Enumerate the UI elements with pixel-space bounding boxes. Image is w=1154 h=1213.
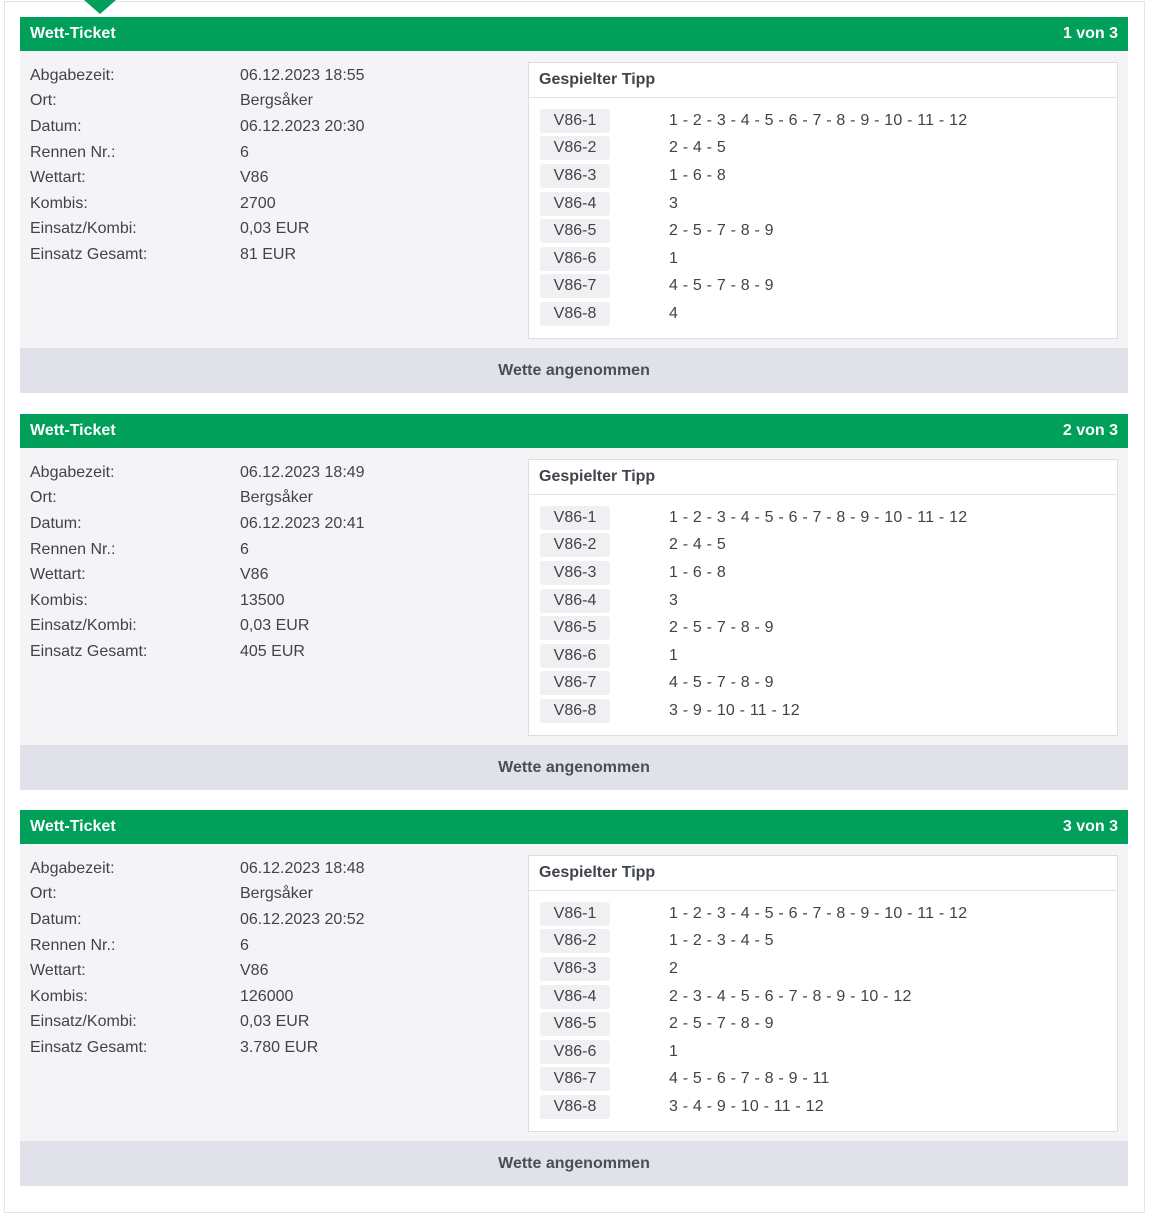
played-tip-rows xyxy=(529,891,1117,1121)
race-badge: V86-3 xyxy=(540,164,610,188)
detail-label: Datum: xyxy=(30,117,82,135)
tip-row xyxy=(529,217,1117,245)
tip-row xyxy=(529,245,1117,273)
race-badge: V86-8 xyxy=(540,302,610,326)
race-badge: V86-4 xyxy=(540,985,610,1009)
detail-value: 6 xyxy=(240,540,249,558)
detail-label: Einsatz/Kombi: xyxy=(30,1013,137,1031)
detail-value: 06.12.2023 18:49 xyxy=(240,463,365,481)
race-picks: 4 - 5 - 7 - 8 - 9 xyxy=(669,674,774,692)
detail-label: Datum: xyxy=(30,910,82,928)
race-picks: 3 xyxy=(669,591,679,609)
bet-ticket xyxy=(20,810,1128,1186)
played-tip-box xyxy=(528,62,1118,339)
tip-row xyxy=(529,273,1117,301)
detail-value: Bergsåker xyxy=(240,885,313,903)
detail-label: Einsatz Gesamt: xyxy=(30,245,148,263)
ticket-header xyxy=(20,414,1128,448)
detail-label: Wettart: xyxy=(30,962,86,980)
detail-label: Einsatz/Kombi: xyxy=(30,220,137,238)
detail-row xyxy=(30,588,365,614)
race-picks: 4 xyxy=(669,304,679,322)
race-picks: 4 - 5 - 7 - 8 - 9 xyxy=(669,277,774,295)
detail-label: Abgabezeit: xyxy=(30,66,115,84)
detail-row xyxy=(30,63,365,89)
detail-value: 81 EUR xyxy=(240,245,297,263)
detail-label: Ort: xyxy=(30,489,57,507)
tip-row xyxy=(529,1038,1117,1066)
race-badge: V86-1 xyxy=(540,506,610,530)
detail-row xyxy=(30,140,365,166)
tip-row xyxy=(529,1093,1117,1121)
tip-row xyxy=(529,1010,1117,1038)
race-picks: 1 xyxy=(669,1042,679,1060)
detail-row xyxy=(30,511,365,537)
bet-ticket xyxy=(20,414,1128,790)
race-picks: 1 xyxy=(669,646,679,664)
ticket-title: Wett-Ticket xyxy=(30,422,116,439)
detail-row xyxy=(30,1010,365,1036)
detail-row xyxy=(30,933,365,959)
tip-row xyxy=(529,504,1117,532)
tip-row xyxy=(529,900,1117,928)
race-picks: 1 - 2 - 3 - 4 - 5 - 6 - 7 - 8 - 9 - 10 - 11 - 12 xyxy=(669,111,968,129)
race-badge: V86-1 xyxy=(540,902,610,926)
tip-row xyxy=(529,559,1117,587)
race-picks: 2 - 5 - 7 - 8 - 9 xyxy=(669,222,774,240)
ticket-details xyxy=(30,856,365,1061)
tip-row xyxy=(529,928,1117,956)
detail-value: V86 xyxy=(240,962,269,980)
detail-row xyxy=(30,486,365,512)
played-tip-rows xyxy=(529,495,1117,725)
detail-label: Abgabezeit: xyxy=(30,859,115,877)
detail-row xyxy=(30,242,365,268)
detail-row xyxy=(30,882,365,908)
tip-row xyxy=(529,614,1117,642)
detail-label: Rennen Nr.: xyxy=(30,936,116,954)
tip-row xyxy=(529,587,1117,615)
played-tip-title: Gespielter Tipp xyxy=(529,63,1117,98)
race-picks: 3 xyxy=(669,194,679,212)
ticket-details xyxy=(30,63,365,268)
detail-value: 6 xyxy=(240,143,249,161)
detail-value: 06.12.2023 20:41 xyxy=(240,514,365,532)
race-badge: V86-6 xyxy=(540,644,610,668)
detail-value: Bergsåker xyxy=(240,92,313,110)
race-badge: V86-4 xyxy=(540,192,610,216)
detail-value: 3.780 EUR xyxy=(240,1038,319,1056)
detail-value: 126000 xyxy=(240,987,294,1005)
race-badge: V86-5 xyxy=(540,616,610,640)
detail-row xyxy=(30,89,365,115)
race-picks: 2 - 3 - 4 - 5 - 6 - 7 - 8 - 9 - 10 - 12 xyxy=(669,987,912,1005)
race-picks: 1 - 2 - 3 - 4 - 5 - 6 - 7 - 8 - 9 - 10 - 11 - 12 xyxy=(669,904,968,922)
tip-row xyxy=(529,190,1117,218)
ticket-counter: 2 von 3 xyxy=(1062,422,1118,439)
race-picks: 3 - 4 - 9 - 10 - 11 - 12 xyxy=(669,1097,824,1115)
race-badge: V86-7 xyxy=(540,671,610,695)
tip-row xyxy=(529,300,1117,328)
bet-status-bar: Wette angenommen xyxy=(20,348,1128,393)
race-badge: V86-3 xyxy=(540,561,610,585)
played-tip-box xyxy=(528,855,1118,1132)
race-badge: V86-8 xyxy=(540,699,610,723)
detail-value: 06.12.2023 18:55 xyxy=(240,66,365,84)
detail-value: 06.12.2023 20:52 xyxy=(240,910,365,928)
detail-label: Rennen Nr.: xyxy=(30,143,116,161)
detail-label: Datum: xyxy=(30,514,82,532)
race-badge: V86-2 xyxy=(540,929,610,953)
detail-value: 06.12.2023 20:30 xyxy=(240,117,365,135)
detail-row xyxy=(30,907,365,933)
detail-label: Kombis: xyxy=(30,591,88,609)
race-picks: 1 - 6 - 8 xyxy=(669,563,726,581)
detail-label: Kombis: xyxy=(30,987,88,1005)
race-badge: V86-2 xyxy=(540,533,610,557)
detail-row xyxy=(30,537,365,563)
caret-pointer-icon xyxy=(84,0,116,14)
race-badge: V86-4 xyxy=(540,589,610,613)
detail-row xyxy=(30,562,365,588)
detail-value: 2700 xyxy=(240,194,276,212)
tip-row xyxy=(529,135,1117,163)
detail-value: Bergsåker xyxy=(240,489,313,507)
race-badge: V86-5 xyxy=(540,219,610,243)
race-badge: V86-1 xyxy=(540,109,610,133)
detail-row xyxy=(30,958,365,984)
ticket-body xyxy=(20,844,1128,1141)
detail-row xyxy=(30,614,365,640)
detail-label: Einsatz Gesamt: xyxy=(30,1038,148,1056)
race-picks: 4 - 5 - 6 - 7 - 8 - 9 - 11 xyxy=(669,1070,830,1088)
ticket-header xyxy=(20,810,1128,844)
bet-status-bar: Wette angenommen xyxy=(20,745,1128,790)
tip-row xyxy=(529,955,1117,983)
race-picks: 1 - 2 - 3 - 4 - 5 - 6 - 7 - 8 - 9 - 10 - 11 - 12 xyxy=(669,508,968,526)
tip-row xyxy=(529,983,1117,1011)
played-tip-title: Gespielter Tipp xyxy=(529,460,1117,495)
race-badge: V86-2 xyxy=(540,136,610,160)
detail-value: 405 EUR xyxy=(240,642,305,660)
detail-label: Einsatz/Kombi: xyxy=(30,617,137,635)
race-picks: 2 - 5 - 7 - 8 - 9 xyxy=(669,619,774,637)
race-picks: 2 - 4 - 5 xyxy=(669,536,726,554)
ticket-details xyxy=(30,460,365,665)
race-badge: V86-3 xyxy=(540,957,610,981)
race-badge: V86-6 xyxy=(540,1040,610,1064)
race-badge: V86-7 xyxy=(540,1067,610,1091)
bet-ticket xyxy=(20,17,1128,393)
race-badge: V86-7 xyxy=(540,274,610,298)
race-picks: 2 - 5 - 7 - 8 - 9 xyxy=(669,1015,774,1033)
detail-label: Rennen Nr.: xyxy=(30,540,116,558)
ticket-title: Wett-Ticket xyxy=(30,25,116,42)
race-picks: 2 - 4 - 5 xyxy=(669,139,726,157)
detail-label: Kombis: xyxy=(30,194,88,212)
ticket-body xyxy=(20,51,1128,348)
detail-row xyxy=(30,114,365,140)
detail-value: 6 xyxy=(240,936,249,954)
tip-row xyxy=(529,107,1117,135)
bet-status-bar: Wette angenommen xyxy=(20,1141,1128,1186)
detail-row xyxy=(30,217,365,243)
ticket-header xyxy=(20,17,1128,51)
detail-value: 0,03 EUR xyxy=(240,220,310,238)
detail-value: 06.12.2023 18:48 xyxy=(240,859,365,877)
played-tip-title: Gespielter Tipp xyxy=(529,856,1117,891)
tip-row xyxy=(529,670,1117,698)
detail-label: Einsatz Gesamt: xyxy=(30,642,148,660)
detail-value: 0,03 EUR xyxy=(240,1013,310,1031)
tip-row xyxy=(529,532,1117,560)
detail-label: Wettart: xyxy=(30,169,86,187)
ticket-title: Wett-Ticket xyxy=(30,818,116,835)
detail-value: V86 xyxy=(240,566,269,584)
detail-value: 0,03 EUR xyxy=(240,617,310,635)
ticket-counter: 1 von 3 xyxy=(1062,25,1118,42)
played-tip-rows xyxy=(529,98,1117,328)
detail-value: V86 xyxy=(240,169,269,187)
detail-row xyxy=(30,165,365,191)
detail-label: Wettart: xyxy=(30,566,86,584)
race-badge: V86-6 xyxy=(540,247,610,271)
tip-row xyxy=(529,1066,1117,1094)
played-tip-box xyxy=(528,459,1118,736)
ticket-body xyxy=(20,448,1128,745)
tip-row xyxy=(529,642,1117,670)
race-badge: V86-8 xyxy=(540,1095,610,1119)
race-picks: 1 xyxy=(669,249,679,267)
detail-row xyxy=(30,984,365,1010)
detail-value: 13500 xyxy=(240,591,285,609)
ticket-counter: 3 von 3 xyxy=(1062,818,1118,835)
tip-row xyxy=(529,697,1117,725)
detail-label: Abgabezeit: xyxy=(30,463,115,481)
race-picks: 1 - 6 - 8 xyxy=(669,166,726,184)
detail-row xyxy=(30,856,365,882)
detail-row xyxy=(30,639,365,665)
tip-row xyxy=(529,162,1117,190)
detail-row xyxy=(30,460,365,486)
race-picks: 2 xyxy=(669,959,679,977)
race-badge: V86-5 xyxy=(540,1012,610,1036)
detail-row xyxy=(30,191,365,217)
detail-row xyxy=(30,1035,365,1061)
race-picks: 3 - 9 - 10 - 11 - 12 xyxy=(669,701,800,719)
detail-label: Ort: xyxy=(30,92,57,110)
race-picks: 1 - 2 - 3 - 4 - 5 xyxy=(669,932,774,950)
detail-label: Ort: xyxy=(30,885,57,903)
